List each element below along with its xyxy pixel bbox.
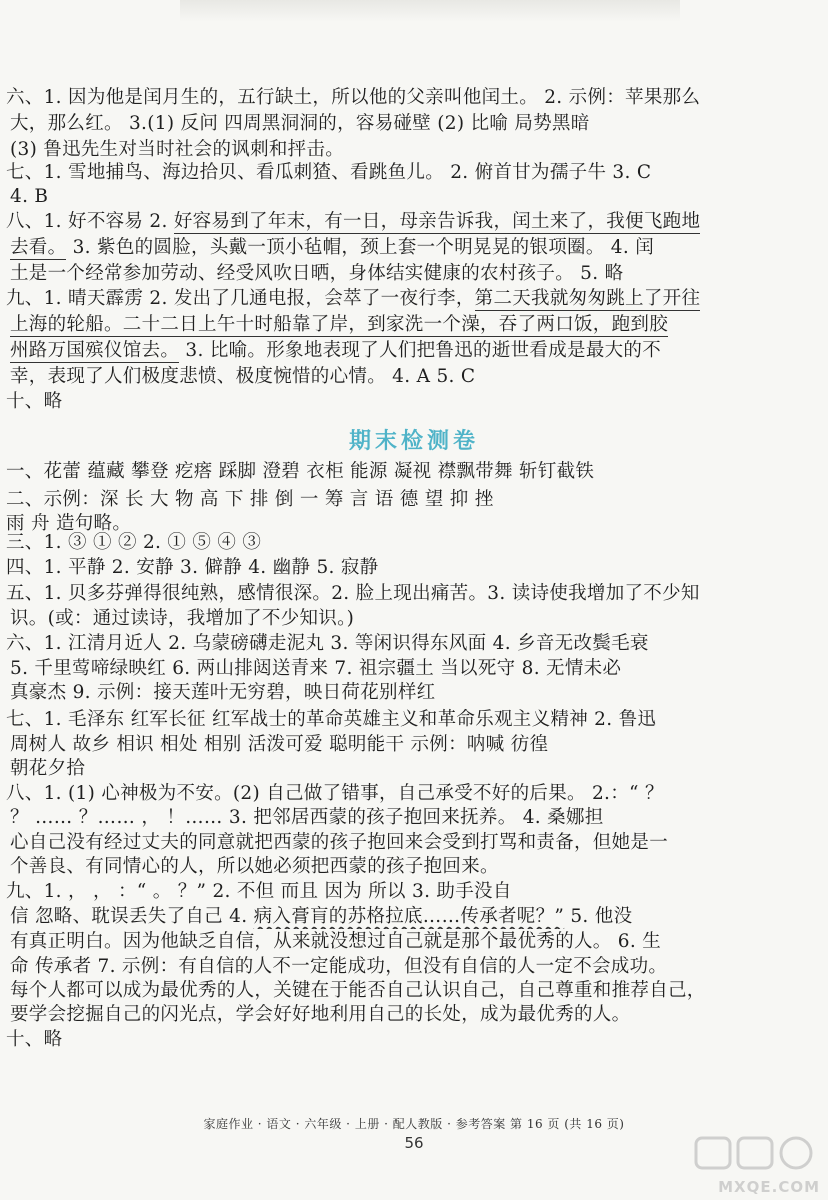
answer-line: 九、1. ， ， ：“ 。 ？” 2. 不但 而且 因为 所以 3. 助手没自 bbox=[6, 881, 512, 902]
answer-line: 周树人 故乡 相识 相处 相别 活泼可爱 聪明能干 示例：呐喊 彷徨 bbox=[10, 734, 549, 755]
answer-line: 大，那么红。 3.(1) 反问 四周黑洞洞的，容易碰壁 (2) 比喻 局势黑暗 bbox=[10, 113, 590, 134]
answer-line: 七、1. 雪地捕鸟、海边拾贝、看瓜刺猹、看跳鱼儿。 2. 俯首甘为孺子牛 3. C bbox=[6, 162, 652, 183]
answer-line: 土是一个经常参加劳动、经受风吹日晒，身体结实健康的农村孩子。 5. 略 bbox=[10, 263, 624, 284]
answer-line: 4. B bbox=[10, 186, 49, 207]
answer-line bbox=[6, 287, 814, 311]
answer-line: ？ …… ？…… ， ！…… 3. 把邻居西蒙的孩子抱回来抚养。 4. 桑娜担 bbox=[10, 807, 604, 828]
answer-line: 二、示例：深 长 大 物 高 下 排 倒 一 筹 言 语 德 望 抑 挫 bbox=[6, 489, 494, 510]
answer-line: 六、1. 江清月近人 2. 乌蒙磅礴走泥丸 3. 等闲识得东风面 4. 乡音无改鬓毛衰 bbox=[6, 633, 649, 654]
answer-line: 识。(或：通过读诗，我增加了不少知识。) bbox=[10, 608, 355, 629]
answer-line: 十、略 bbox=[6, 1029, 63, 1050]
answer-line: 朝花夕拾 bbox=[10, 758, 86, 779]
answer-text: 九、1. 晴天霹雳 2. 发出了几通电报，会萃了一夜行李， bbox=[6, 288, 475, 309]
answer-line: 一、花蕾 蕴藏 攀登 疙瘩 踩脚 澄碧 衣柜 能源 凝视 襟飘带舞 斩钉截铁 bbox=[6, 461, 595, 482]
underlined-quote: 去看。 bbox=[10, 237, 67, 258]
answer-text: 3. 比喻。形象地表现了人们把鲁迅的逝世看成是最大的不 bbox=[179, 340, 662, 361]
answer-line: 七、1. 毛泽东 红军长征 红军战士的革命英雄主义和革命乐观主义精神 2. 鲁迅 bbox=[6, 709, 657, 730]
answer-line: 五、1. 贝多芬弹得很纯熟，感情很深。2. 脸上现出痛苦。3. 读诗使我增加了不少知 bbox=[6, 583, 700, 604]
answer-line: 幸，表现了人们极度悲愤、极度惋惜的心情。 4. A 5. C bbox=[10, 366, 476, 387]
answer-line: 八、1. (1) 心神极为不安。(2) 自己做了错事，自己承受不好的后果。 2.：“ ？ bbox=[6, 783, 664, 804]
answer-line: 个善良、有同情心的人，所以她必须把西蒙的孩子抱回来。 bbox=[10, 856, 499, 877]
answer-line bbox=[10, 339, 814, 363]
watermark-icon bbox=[690, 1134, 820, 1174]
page-footer: 家庭作业 · 语文 · 六年级 · 上册 · 配人教版 · 参考答案 第 16 页 (共 16 页) bbox=[203, 1117, 625, 1131]
answer-line: 有真正明白。因为他缺乏自信，从来就没想过自己就是那个最优秀的人。 6. 生 bbox=[10, 931, 662, 952]
answer-line bbox=[6, 210, 814, 234]
answer-line: 心自己没有经过丈夫的同意就把西蒙的孩子抱回来会受到打骂和责备，但她是一 bbox=[10, 832, 669, 853]
section-title: 期末检测卷 bbox=[348, 429, 479, 454]
answer-line bbox=[10, 313, 814, 337]
scan-smudge bbox=[180, 0, 680, 22]
underlined-quote: 州路万国殡仪馆去。 bbox=[10, 340, 180, 361]
answer-text: 信 忽略、耽误丢失了自己 4. bbox=[10, 906, 254, 927]
answer-line: 要学会挖掘自己的闪光点，学会好好地利用自己的长处，成为最优秀的人。 bbox=[10, 1004, 631, 1025]
answer-line: 十、略 bbox=[6, 391, 63, 412]
underlined-quote: 第二天我就匆匆跳上了开往 bbox=[474, 288, 701, 309]
answer-line: 雨 舟 造句略。 bbox=[6, 513, 132, 534]
watermark-logo bbox=[690, 1134, 820, 1196]
answer-line: (3) 鲁迅先生对当时社会的讽刺和抨击。 bbox=[10, 139, 345, 160]
answer-line: 真豪杰 9. 示例：接天莲叶无穷碧，映日荷花别样红 bbox=[10, 682, 436, 703]
answer-text: 5. 他没 bbox=[564, 906, 633, 927]
answer-line: 三、1. ③ ① ② 2. ① ⑤ ④ ③ bbox=[6, 532, 262, 553]
answer-line: 六、1. 因为他是闰月生的，五行缺土，所以他的父亲叫他闰土。 2. 示例：苹果那么 bbox=[6, 87, 701, 108]
wavy-underlined-quote: 病入膏肓的苏格拉底……传承者呢？” bbox=[253, 906, 565, 927]
answer-line: 命 传承者 7. 示例：有自信的人不一定能成功，但没有自信的人一定不会成功。 bbox=[10, 956, 668, 977]
answer-line bbox=[10, 236, 814, 260]
answer-line bbox=[10, 905, 814, 929]
answer-line: 5. 千里莺啼绿映红 6. 两山排闼送青来 7. 祖宗疆土 当以死守 8. 无情未必 bbox=[10, 658, 622, 679]
answer-text: 3. 紫色的圆脸，头戴一顶小毡帽，颈上套一个明晃晃的银项圈。 4. 闰 bbox=[66, 237, 655, 258]
answer-line: 四、1. 平静 2. 安静 3. 僻静 4. 幽静 5. 寂静 bbox=[6, 557, 379, 578]
page-number: 56 bbox=[404, 1134, 424, 1152]
answer-text: 八、1. 好不容易 2. bbox=[6, 211, 174, 232]
watermark-text: MXQE.COM bbox=[718, 1178, 820, 1196]
underlined-quote: 上海的轮船。二十二日上午十时船靠了岸，到家洗一个澡，吞了两口饭，跑到胶 bbox=[10, 314, 669, 335]
underlined-quote: 好容易到了年末，有一日，母亲告诉我，闰土来了，我便飞跑地 bbox=[173, 211, 701, 232]
answer-line: 每个人都可以成为最优秀的人，关键在于能否自己认识自己，自己尊重和推荐自己， bbox=[10, 980, 706, 1001]
